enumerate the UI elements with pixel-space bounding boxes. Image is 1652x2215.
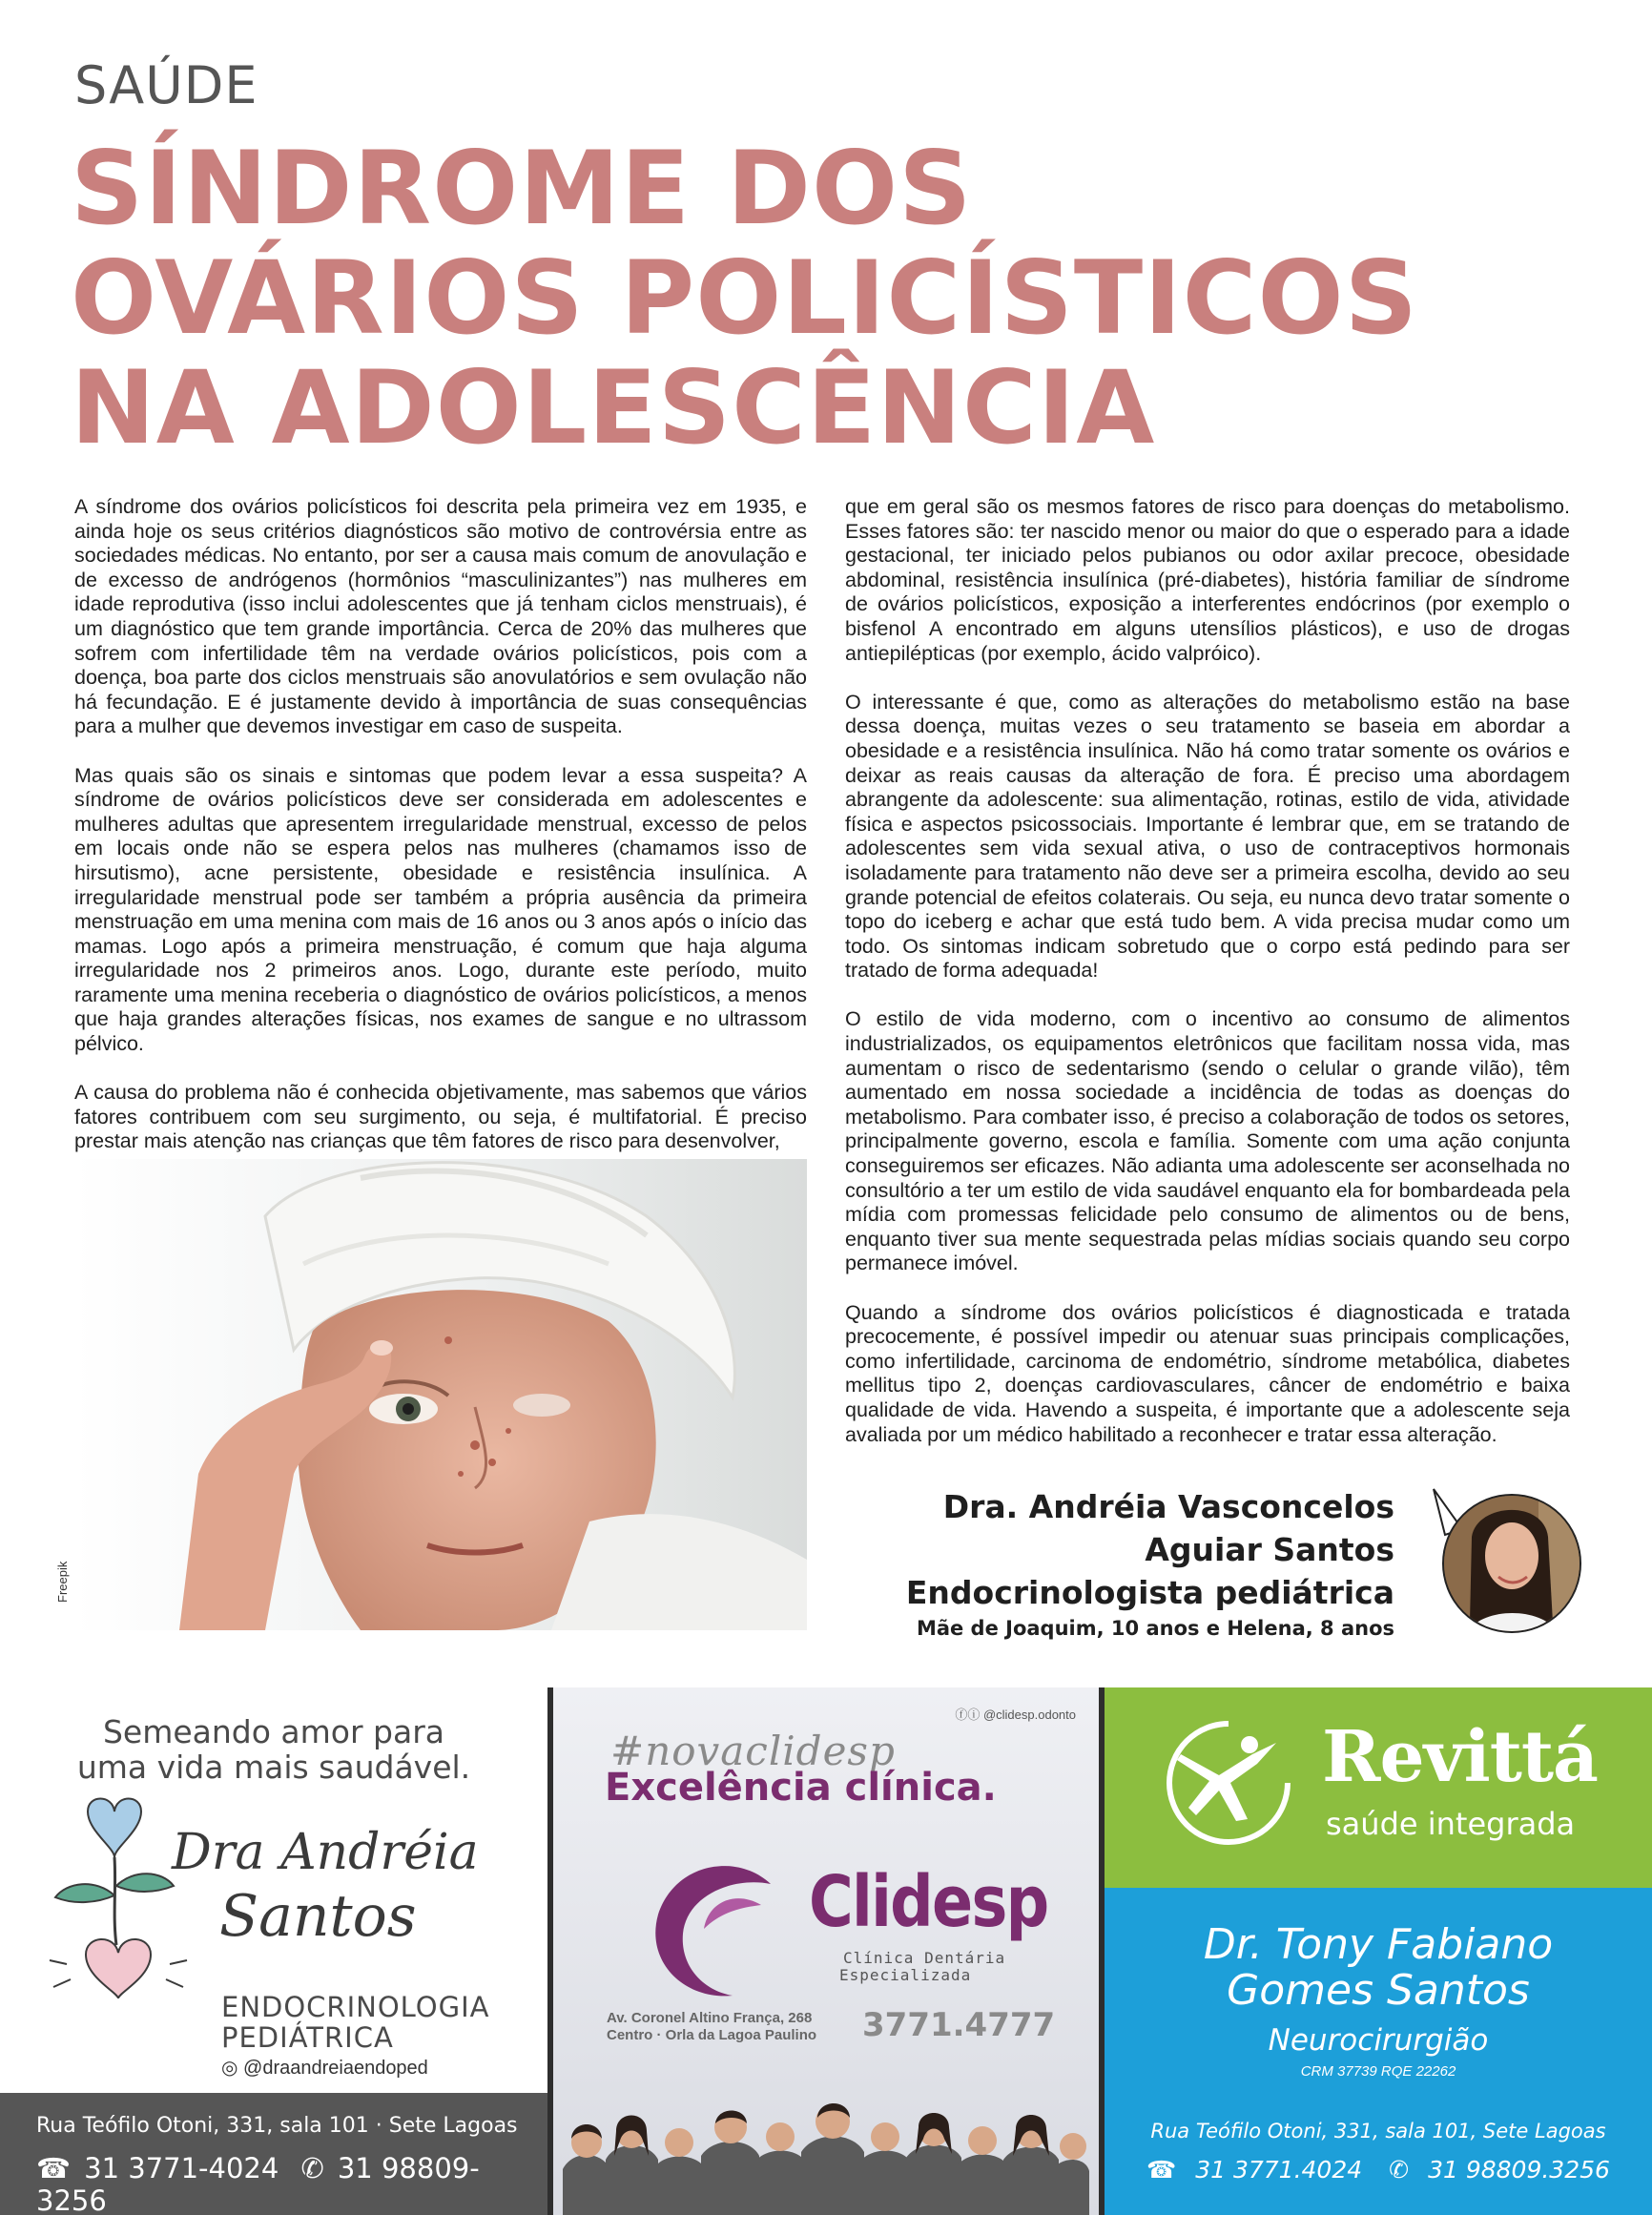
ad-slogan — [0, 1714, 547, 1785]
ad-revitta[interactable] — [1105, 1687, 1652, 2215]
ad-phones — [36, 2152, 547, 2215]
ad-slogan-line-2: uma vida mais saudável. — [76, 1749, 471, 1786]
ad-clidesp[interactable] — [553, 1687, 1099, 2215]
revitta-subtitle: saúde integrada — [1326, 1806, 1576, 1842]
paragraph: Mas quais são os sinais e sintomas que podem levar a essa suspeita? A síndrome de ovários policísticos deve ser considerada em adolescentes e mulheres adultas que apresentem irregularidade menstrual, excesso de pelos em locais onde não se espera pelos nas mulheres (chamamos isso de hirsutismo), acne persistente, obesidade e resistência insulínica. A irregularidade menstrual pode ser também a própria ausência da primeira menstruação em uma menina com mais de 16 anos ou 3 anos após o início das mamas. Logo após a primeira menstruação, é comum que haja alguma irregularidade nos 2 primeiros anos. Logo, durante este período, muito raramente uma menina receberia o diagnóstico de ovários policísticos, a menos que haja grandes alterações físicas, nos exames de sangue e no ultrassom pélvico. — [74, 763, 807, 1056]
author-name-line-1: Dra. Andréia Vasconcelos — [942, 1488, 1394, 1525]
author-block — [906, 1485, 1394, 1643]
revitta-address: Rua Teófilo Otoni, 331, sala 101, Sete Lagoas — [1150, 2120, 1606, 2143]
ad-hashtag: #novaclidesp — [610, 1728, 896, 1774]
ad-phone-1[interactable]: 31 3771-4024 — [84, 2152, 279, 2184]
whatsapp-icon: ✆ — [300, 2152, 324, 2184]
revitta-brand: Revittá — [1322, 1716, 1598, 1798]
clidesp-logo-icon — [647, 1857, 790, 2000]
revitta-doctor-panel — [1105, 1888, 1652, 2215]
instagram-icon: ◎ — [221, 2058, 244, 2079]
ad-script-logo — [162, 1802, 525, 1955]
phone-icon: ☎ — [36, 2152, 72, 2184]
doctor-name-line-2: Gomes Santos — [1227, 1966, 1530, 2015]
doctor-name-line-1: Dr. Tony Fabiano — [1203, 1920, 1554, 1969]
clidesp-brand: Clidesp — [809, 1861, 1048, 1943]
social-handle: @clidesp.odonto — [982, 1708, 1076, 1722]
clidesp-subtitle-2: Especializada — [839, 1966, 972, 1984]
paragraph: O estilo de vida moderno, com o incentivo ao consumo de alimentos industrializados, os equipamentos eletrônicos que facilitam nossa vida, mas aumentam o risco de sedentarismo (sendo o celular o grande vilão), têm aumentado em nossa sociedade a incidência de todas as doenças do metabolismo. Para combater isso, é preciso a colaboração de todos os setores, principalmente governo, escola e família. Somente com uma ação conjunta conseguiremos ser eficazes. Não adianta uma adolescente ser aconselhada no consultório a ter um estilo de vida saudável enquanto ela for bombardeada pela mídia com promessas felicidade pelo consumo de alimentos ou de bens, enquanto tiver sua mente sequestrada pelas mídias sociais quando seu corpo permanece imóvel. — [845, 1007, 1570, 1275]
teen-girl-acne-illustration — [74, 1159, 807, 1630]
doctor-specialty: Neurocirurgião — [1268, 2023, 1489, 2058]
clidesp-address-2: Centro · Orla da Lagoa Paulino — [607, 2027, 817, 2043]
article-column-left — [74, 495, 807, 1179]
author-note: Mãe de Joaquim, 10 anos e Helena, 8 anos — [916, 1617, 1394, 1640]
author-portrait-icon — [1424, 1480, 1586, 1642]
clidesp-address-1: Av. Coronel Altino França, 268 — [607, 2010, 813, 2026]
article-photo — [74, 1159, 807, 1630]
social-icons: ⓕⓘ — [955, 1708, 983, 1722]
ads-strip — [0, 1687, 1652, 2215]
author-avatar — [1424, 1480, 1586, 1642]
ad-slogan-line-1: Semeando amor para — [102, 1713, 445, 1750]
svg-text:Dra Andréia: Dra Andréia — [172, 1824, 479, 1881]
revitta-phone-2[interactable]: 31 98809.3256 — [1428, 2156, 1610, 2184]
author-name-line-2: Aguiar Santos — [1145, 1531, 1394, 1568]
ad-phone-2[interactable]: 31 98809-3256 — [36, 2152, 480, 2215]
ad-contact-footer — [0, 2093, 547, 2215]
photo-credit: Freepik — [55, 1561, 70, 1603]
paragraph: que em geral são os mesmos fatores de risco para doenças do metabolismo. Esses fatores são: ter nascido menor ou maior do que o esperado para a idade gestacional, ter iniciado pelos pubianos ou odor axilar precoce, obesidade abdominal, resistência insulínica (pré-diabetes), história familiar de síndrome de ovários policísticos, exposição a interferentes endócrinos (por exemplo o bisfenol A encontrado em alguns utensílios plásticos), e uso de drogas antiepilépticas (por exemplo, ácido valpróico). — [845, 495, 1570, 665]
doctor-registration: CRM 37739 RQE 22262 — [1300, 2063, 1456, 2080]
headline-line-2: OVÁRIOS POLICÍSTICOS — [71, 239, 1418, 357]
whatsapp-icon: ✆ — [1389, 2156, 1410, 2184]
clidesp-subtitle-1: Clínica Dentária — [843, 1949, 1006, 1967]
paragraph: A causa do problema não é conhecida objetivamente, mas sabemos que vários fatores contribuem com seu surgimento, ou seja, é multifatorial. É preciso prestar mais atenção nas crianças que têm fatores de risco para desenvolver, — [74, 1081, 807, 1153]
ad-specialty-line-1: ENDOCRINOLOGIA — [221, 1991, 490, 2023]
ad-dra-andreia[interactable] — [0, 1687, 547, 2215]
ad-address: Rua Teófilo Otoni, 331, sala 101 · Sete Lagoas — [36, 2114, 518, 2138]
revitta-header — [1105, 1687, 1652, 1888]
revitta-phones — [1105, 2156, 1652, 2184]
phone-icon: ☎ — [1146, 2156, 1177, 2184]
dental-team-photo — [563, 2064, 1089, 2215]
clidesp-phone[interactable]: 3771.4777 — [862, 2006, 1056, 2044]
paragraph: Quando a síndrome dos ovários policísticos é diagnosticada e tratada precocemente, é possível impedir ou atenuar suas principais complicações, como infertilidade, carcinoma de endométrio, síndrome metabólica, diabetes mellitus tipo 2, doenças cardiovasculares, câncer de endométrio e baixa qualidade de vida. Havendo a suspeita, é importante que a adolescente seja avaliada por um médico habilitado a reconhecer e tratar essa alteração. — [845, 1300, 1570, 1446]
instagram-text: @draandreiaendoped — [243, 2058, 428, 2079]
paragraph: O interessante é que, como as alterações do metabolismo estão na base dessa doença, muitas vezes o seu tratamento se baseia em abordar a obesidade e a resistência insulínica. Não há como tratar somente os ovários e deixar as reais causas da alteração de fora. É preciso uma abordagem abrangente da adolescente: sua alimentação, rotinas, estilo de vida, atividade física e aspectos psicossociais. Importante é lembrar que, em se tratando de adolescentes sem vida sexual ativa, o uso de contraceptivos hormonais isoladamente para tratamento não deve ser a primeira escolha, devido ao seu grande potencial de efeitos colaterais. Ou seja, eu nunca devo tratar somente o topo do iceberg e achar que está tudo bem. A vida precisa mudar como um todo. Os sintomas indicam sobretudo que o corpo está pedindo para ser tratado de forma adequada! — [845, 690, 1570, 983]
paragraph: A síndrome dos ovários policísticos foi descrita pela primeira vez em 1935, e ainda hoje os seus critérios diagnósticos são motivo de controvérsia entre as sociedades médicas. No entanto, por ser a causa mais comum de anovulação e de excesso de andrógenos (hormônios “masculinizantes”) nas mulheres em idade reprodutiva (isso inclui adolescentes que já tenham ciclos menstruais), é um diagnóstico que tem grande importância. Cerca de 20% das mulheres que sofrem com infertilidade têm na verdade ovários policísticos, pois com a doença, boa parte dos ciclos menstruais são anovulatórios e sem ovulação não há fecundação. E é justamente devido à importância de suas consequências para a mulher que devemos investigar em caso de suspeita. — [74, 495, 807, 738]
ad-social — [955, 1705, 1076, 1723]
instagram-handle[interactable] — [221, 2056, 428, 2080]
ad-specialty-line-2: PEDIÁTRICA — [221, 2021, 394, 2054]
article-headline — [71, 130, 1539, 466]
author-title: Endocrinologista pediátrica — [905, 1574, 1394, 1611]
svg-text:Santos: Santos — [219, 1883, 417, 1950]
article-column-right — [845, 495, 1570, 1472]
section-label: SAÚDE — [74, 55, 258, 115]
headline-line-1: SÍNDROME DOS — [71, 130, 973, 247]
revitta-figure-icon — [1162, 1716, 1295, 1850]
ad-tagline: Excelência clínica. — [605, 1766, 997, 1810]
headline-line-3: NA ADOLESCÊNCIA — [71, 349, 1156, 466]
revitta-phone-1[interactable]: 31 3771.4024 — [1195, 2156, 1363, 2184]
